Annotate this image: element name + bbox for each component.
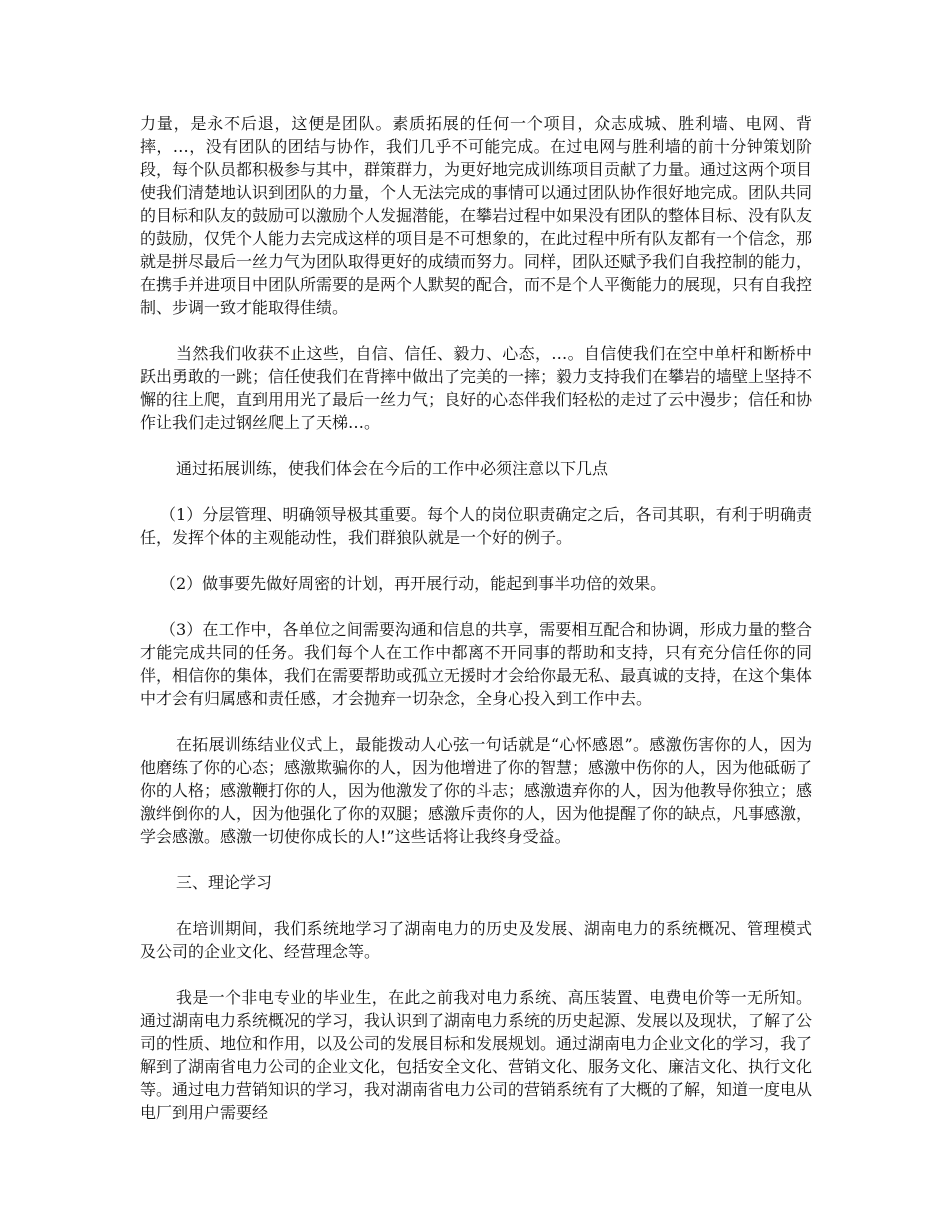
paragraph-background: 我是一个非电专业的毕业生，在此之前我对电力系统、高压装置、电费电价等一无所知。通过湖南电力系统概况的学习，我认识到了湖南电力系统的历史起源、发展以及现状，了解了公司的性质、地位和作用，以及公司的发展目标和发展规划。通过湖南电力企业文化的学习，我了解到了湖南省电力公司的企业文化，包括安全文化、营销文化、服务文化、廉洁文化、执行文化等。通过电力营销知识的学习，我对湖南省电力公司的营销系统有了大概的了解，知道一度电从电厂到用户需要经 [140, 988, 813, 1122]
paragraph-points-intro: 通过拓展训练，使我们体会在今后的工作中必须注意以下几点 [176, 459, 609, 478]
paragraph-point-3: （3）在工作中，各单位之间需要沟通和信息的共享，需要相互配合和协调，形成力量的整合才能完成共同的任务。我们每个人在工作中都离不开同事的帮助和支持，只有充分信任你的同伴，相信你的集体，我们在需要帮助或孤立无援时才会给你最无私、最真诚的支持，在这个集体中才会有归属感和责任感，才会抛弃一切杂念，全身心投入到工作中去。 [140, 620, 813, 708]
paragraph-training-period: 在培训期间，我们系统地学习了湖南电力的历史及发展、湖南电力的系统概况、管理模式及公司的企业文化、经营理念等。 [140, 919, 812, 961]
document-page [140, 112, 812, 1147]
section-heading-theory: 三、理论学习 [176, 873, 273, 892]
paragraph-point-2: （2）做事要先做好周密的计划，再开展行动，能起到事半功倍的效果。 [160, 574, 667, 593]
paragraph-team-power: 力量，是永不后退，这便是团队。素质拓展的任何一个项目，众志成城、胜利墙、电网、背摔，…，没有团队的团结与协作，我们几乎不可能完成。在过电网与胜利墙的前十分钟策划阶段，每个队员都积极参与其中，群策群力，为更好地完成训练项目贡献了力量。通过这两个项目使我们清楚地认识到团队的力量，个人无法完成的事情可以通过团队协作很好地完成。团队共同的目标和队友的鼓励可以激励个人发掘潜能，在攀岩过程中如果没有团队的整体目标、没有队友的鼓励，仅凭个人能力去完成这样的项目是不可想象的，在此过程中所有队友都有一个信念，那就是拼尽最后一丝力气为团队取得更好的成绩而努力。同样，团队还赋予我们自我控制的能力，在携手并进项目中团队所需要的是两个人默契的配合，而不是个人平衡能力的展现，只有自我控制、步调一致才能取得佳绩。 [140, 114, 813, 317]
paragraph-point-1: （1）分层管理、明确领导极其重要。每个人的岗位职责确定之后，各司其职，有利于明确责任，发挥个体的主观能动性，我们群狼队就是一个好的例子。 [140, 505, 812, 547]
paragraph-gains: 当然我们收获不止这些，自信、信任、毅力、心态，…。自信使我们在空中单杆和断桥中跃出勇敢的一跳；信任使我们在背摔中做出了完美的一摔；毅力支持我们在攀岩的墙壁上坚持不懈的往上爬，直到用用光了最后一丝力气；良好的心态伴我们轻松的走过了云中漫步；信任和协作让我们走过钢丝爬上了天梯…。 [140, 344, 813, 432]
paragraph-gratitude: 在拓展训练结业仪式上，最能拨动人心弦一句话就是“心怀感恩”。感激伤害你的人，因为他磨练了你的心态；感激欺骗你的人，因为他增进了你的智慧；感激中伤你的人，因为他砥砺了你的人格；感激鞭打你的人，因为他激发了你的斗志；感激遗弃你的人，因为他教导你独立；感激绊倒你的人，因为他强化了你的双腿；感激斥责你的人，因为他提醒了你的缺点，凡事感激，学会感激。感激一切使你成长的人!”这些话将让我终身受益。 [140, 735, 813, 846]
